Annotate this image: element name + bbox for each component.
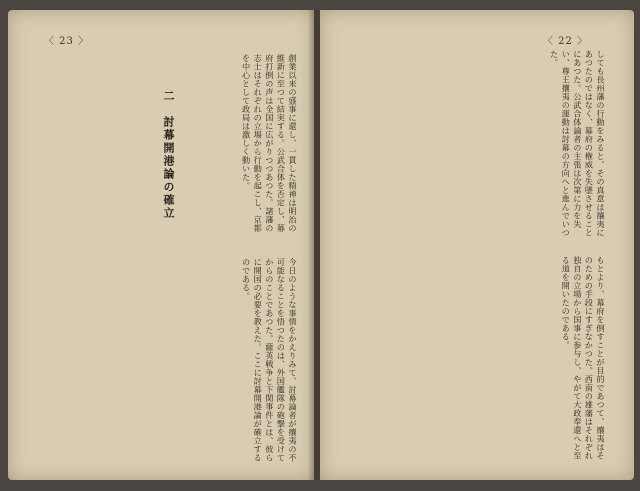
right-upper-text: しても長州藩の行動をみると、その真意は攘夷にあつたのではなく、幕府の権威を失墜させることにあつた。公武合体論者の主張は次第に力を失い、尊王攘夷の運動は討幕の方向へと進んでいつた。	[549, 50, 606, 237]
left-lower-text: 今日のような事情をかえりみて、討幕論者が攘夷の不可能なることを悟つたのは、外国艦隊の砲撃を受けてからのことであつた。薩英戦争と下関事件とは、彼らに開国の必要を教えた。ここに討幕開港論が確立するのである。	[241, 258, 298, 462]
right-page-number: 〈 22 〉	[542, 36, 588, 47]
left-page	[8, 10, 314, 480]
book-spread	[8, 10, 634, 480]
section-heading: 二 討幕開港論の確立	[162, 90, 175, 220]
left-page-number: 〈 23 〉	[44, 36, 90, 47]
right-page	[320, 10, 634, 480]
left-upper-text: 創業以来の盛事に還し、一貫した精神は明治の維新に至つて結実する。公武合体を否定し、幕府打倒の声は全国に広がりつつあつた。諸藩の志士はそれぞれの立場から行動を起こし、京都を中心として政局は激しく動いた。	[241, 54, 298, 233]
right-lower-text: もとより、幕府を倒すことが目的であつて、攘夷はそのための手段にすぎなかつた。西南の雄藩はそれぞれ独自の立場から国事に参与し、やがて大政奉還へと至る道を開いたのである。	[561, 256, 606, 460]
